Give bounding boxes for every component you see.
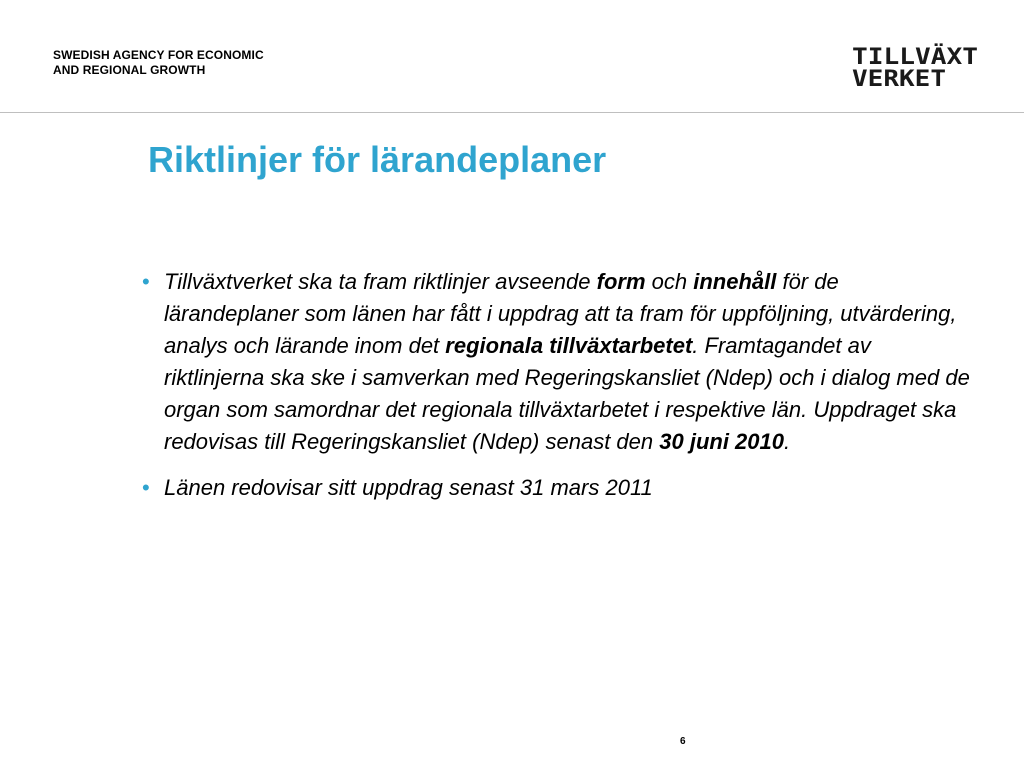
page-number: 6	[680, 736, 686, 747]
bullet1-run: Tillväxtverket ska ta fram riktlinjer avseende	[164, 269, 597, 294]
logo-line1: TILLVÄXT	[852, 45, 958, 70]
tillvaxtverket-logo	[852, 40, 982, 90]
bullet1-run: . Framtagandet av riktlinjerna ska ske i samverkan med Regeringskansliet (Ndep) och i dialog med de organ som samordnar det regionala tillväxtarbetet i respektive län. Uppdraget ska redovisas till Regeringskansliet (Ndep) senast den	[164, 333, 970, 454]
bullet1-run-bold: regionala tillväxtarbetet	[445, 333, 693, 358]
bullet1-run-bold: innehåll	[693, 269, 777, 294]
bullet1-run: för de lärandeplaner som länen har fått i uppdrag att ta fram för uppföljning, utvärdering, analys och lärande inom det	[164, 269, 957, 358]
agency-name-line1: SWEDISH AGENCY FOR ECONOMIC	[53, 48, 264, 62]
bullet1-run-bold: form	[596, 269, 646, 294]
header-divider	[0, 112, 1024, 113]
agency-name	[53, 48, 264, 78]
bullet1-run-bold: 30 juni 2010	[659, 429, 784, 454]
bullet-list	[140, 266, 974, 518]
bullet-icon: •	[142, 269, 150, 294]
bullet1-run: .	[784, 429, 791, 454]
agency-name-line2: AND REGIONAL GROWTH	[53, 63, 206, 77]
logo-line2: VERKET	[852, 67, 946, 90]
bullet-text-1	[164, 269, 970, 454]
bullet-item-2	[140, 472, 974, 504]
bullet-icon: •	[142, 475, 150, 500]
bullet-item-1	[140, 266, 974, 458]
slide-title: Riktlinjer för lärandeplaner	[148, 139, 607, 180]
bullet1-run: och	[645, 269, 694, 294]
bullet-text-2: Länen redovisar sitt uppdrag senast 31 mars 2011	[164, 475, 653, 500]
